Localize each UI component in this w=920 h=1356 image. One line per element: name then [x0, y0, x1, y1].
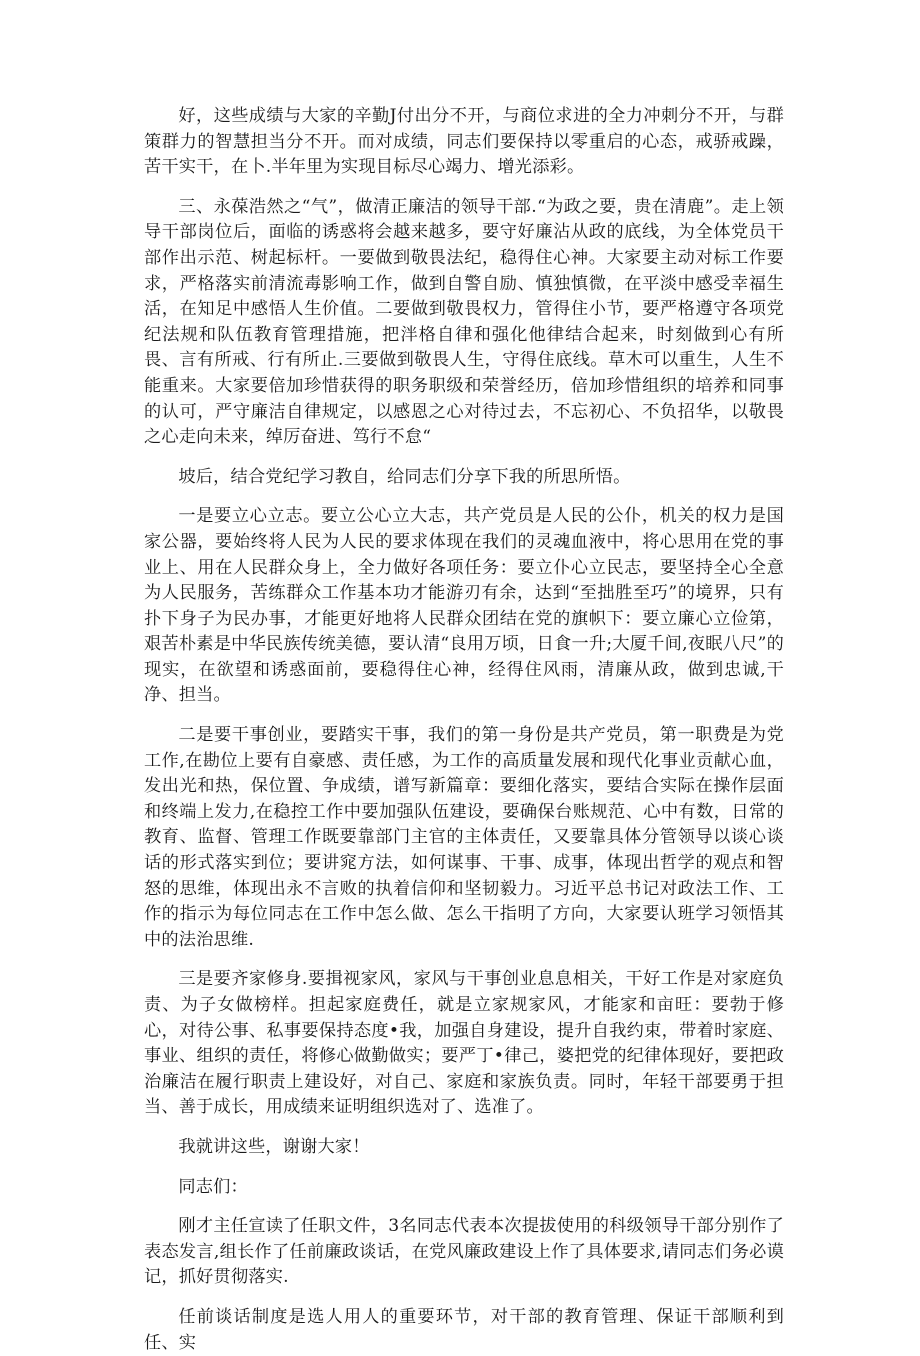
paragraph-salutation: 同志们： — [178, 1176, 248, 1197]
paragraph-closing: 我就讲这些，谢谢大家！ — [178, 1136, 370, 1157]
paragraph-talk-system: 任前谈话制度是选人用人的重要环节，对干部的教育管理、保证干部顺利到任、实 — [144, 1306, 784, 1353]
paragraph-work: 二是要干事创业，要踏实干事，我们的第一身份是共产党员，第一职费是为党工作,在勘位上要有自豪感、责任感，为工作的高质量发展和现代化事业贡献心血，发出光和热，保位置、争成绩，谱写新篇章：要细化落实，要结合实际在操作层面和终端上发力,在稳控工作中要加强队伍建设，要确保台账规范、心中有数，日常的教育、监督、管理工作既要靠部门主官的主体责任，又要靠具体分管领导以谈心谈话的形式落实到位；要讲窕方法，如何谋事、干事、成事，体现出哲学的观点和智怒的思维，体现出永不言败的执着信仰和坚韧毅力。习近平总书记对政法工作、工作的指示为每位同志在工作中怎么做、怎么干指明了方向，大家要认班学习领悟其中的法治思维. — [144, 725, 784, 950]
paragraph-integrity: 三、永葆浩然之“气”，做清正廉洁的领导干部.“为政之要，贵在清鹿”。走上领导干部岗位后，面临的诱惑将会越来越多，要守好廉沾从政的底线，为全体党员干部作出示范、树起标杆。一要做到敬畏法纪，稳得住心神。大家要主动对标工作要求，严格落实前清流毒影响工作，做到自警自励、慎独慎微，在平淡中感受幸福生活，在知足中感悟人生价值。二要做到敬畏权力，管得住小节，要严格遵守各项党纪法规和队伍教育管理措施，把泮格自律和强化他律结合起来，时刻做到心有所畏、言有所戒、行有所止.三要做到敬畏人生，守得住底线。草木可以重生，人生不能重来。大家要倍加珍惜获得的职务职级和荣誉经历，倍加珍惜组织的培养和同事的认可，严守廉洁自律规定，以感恩之心对待过去，不忘初心、不负招华，以敬畏之心走向未来，绰厉奋进、笃行不怠“ — [144, 196, 784, 448]
paragraph-ambition: 一是要立心立志。要立公心立大志，共产党员是人民的公仆，机关的权力是国家公器，要始终将人民为人民的要求体现在我们的灵魂血液中，将心思用在党的事业上、用在人民群众身上，全力做好各项任务：要立仆心立民志，要坚持全心全意为人民服务，苦练群众工作基本功才能游刃有余，达到“至拙胜至巧”的境界，只有扑下身子为民办事，才能更好地将人民群众团结在党的旗帜下：要立廉心立俭第，艰苦朴素是中华民族传统美德，要认清“良用万顷，日食一升;大厦千间,夜眠八尺”的现实，在欲望和诱惑面前，要稳得住心神，经得住风雨，清廉从政，做到忠诚,干净、担当。 — [144, 506, 784, 706]
paragraph-achievements: 好，这些成绩与大家的辛勤J付出分不开，与商位求进的全力冲刺分不开，与群策群力的智慧担当分不开。而对成绩，同志们要保持以零重启的心态，戒骄戒躁，苦干实干，在卜.半年里为实现目标尽心竭力、增光添彩。 — [144, 106, 784, 178]
paragraph-sharing: 坡后，结合党纪学习教自，给同志们分享下我的所思所悟。 — [178, 466, 631, 487]
paragraph-family: 三是要齐家修身.要揖视家风，家风与干事创业息息相关，干好工作是对家庭负责、为子女做榜样。担起家庭费任，就是立家规家风，才能家和亩旺：要勃于修心，对待公事、私事要保持态度•我，加强自身建设，提升自我约束，带着时家庭、事业、组织的责任，将修心做勤做实；要严丁•律己，婆把党的纪律体现好，要把政治廉洁在履行职责上建设好，对自己、家庭和家族负责。同时，年轻干部要勇于担当、善于成长，用成绩来证明组织选对了、选准了。 — [144, 969, 784, 1118]
paragraph-appointment: 刚才主任宣读了任职文件，3名同志代表本次提拔使用的科级领导干部分别作了表态发言,组长作了任前廉政谈话，在党风廉政建设上作了具体要求,请同志们务必谟记，抓好贯彻落实. — [144, 1216, 784, 1288]
